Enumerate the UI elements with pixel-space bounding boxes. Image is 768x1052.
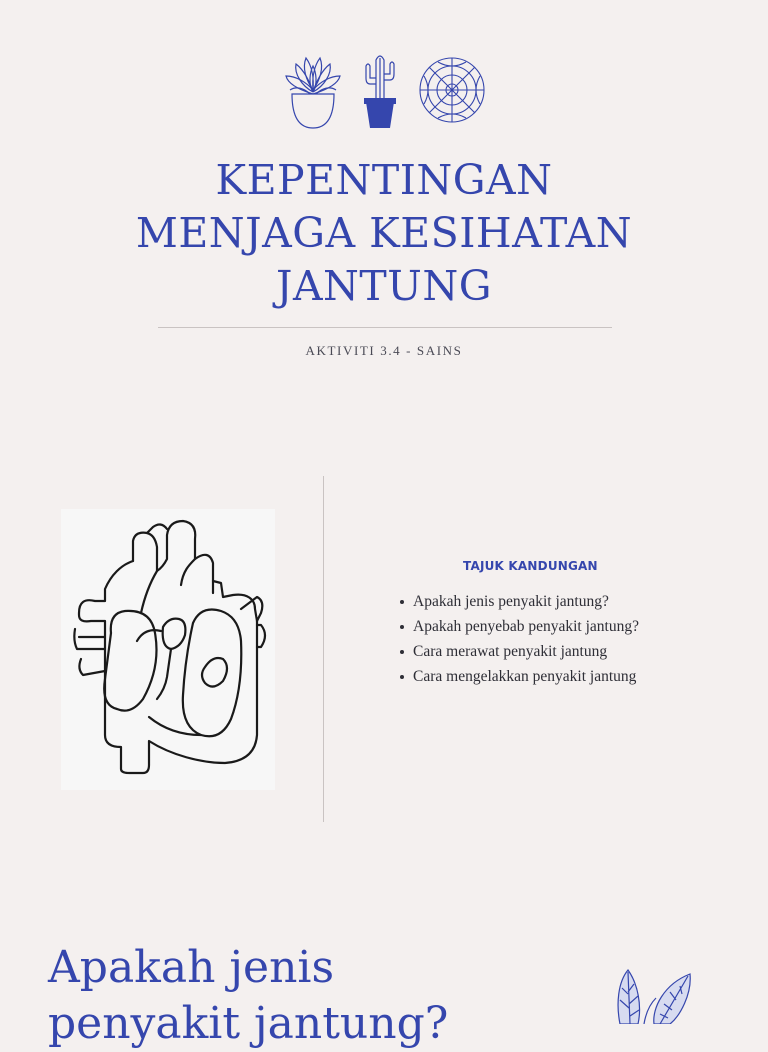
contents-list bbox=[398, 589, 738, 689]
leaf-icon bbox=[614, 964, 696, 1024]
cactus-icon bbox=[360, 50, 400, 130]
section-heading-line-2: penyakit jantung? bbox=[48, 998, 449, 1049]
subtitle: AKTIVITI 3.4 - SAINS bbox=[305, 343, 463, 358]
flower-icon bbox=[418, 50, 486, 128]
list-item: Apakah penyebab penyakit jantung? bbox=[398, 614, 738, 639]
succulent-icon bbox=[280, 50, 346, 130]
page-title bbox=[84, 154, 684, 313]
leaf-illustration bbox=[614, 964, 696, 1024]
heart-icon bbox=[61, 509, 275, 790]
title-divider bbox=[158, 327, 612, 328]
contents-heading: TAJUK KANDUNGAN bbox=[463, 559, 598, 573]
list-item: Apakah jenis penyakit jantung? bbox=[398, 589, 738, 614]
plant-illustrations bbox=[280, 50, 490, 132]
heart-diagram-image bbox=[61, 509, 275, 790]
vertical-divider bbox=[323, 476, 324, 822]
list-item: Cara mengelakkan penyakit jantung bbox=[398, 664, 738, 689]
section-heading-line-1: Apakah jenis bbox=[48, 942, 335, 993]
list-item: Cara merawat penyakit jantung bbox=[398, 639, 738, 664]
title-line-3: JANTUNG bbox=[276, 262, 492, 310]
title-line-1: KEPENTINGAN bbox=[215, 156, 553, 204]
section-heading bbox=[48, 940, 608, 1052]
title-line-2: MENJAGA KESIHATAN bbox=[135, 209, 633, 257]
